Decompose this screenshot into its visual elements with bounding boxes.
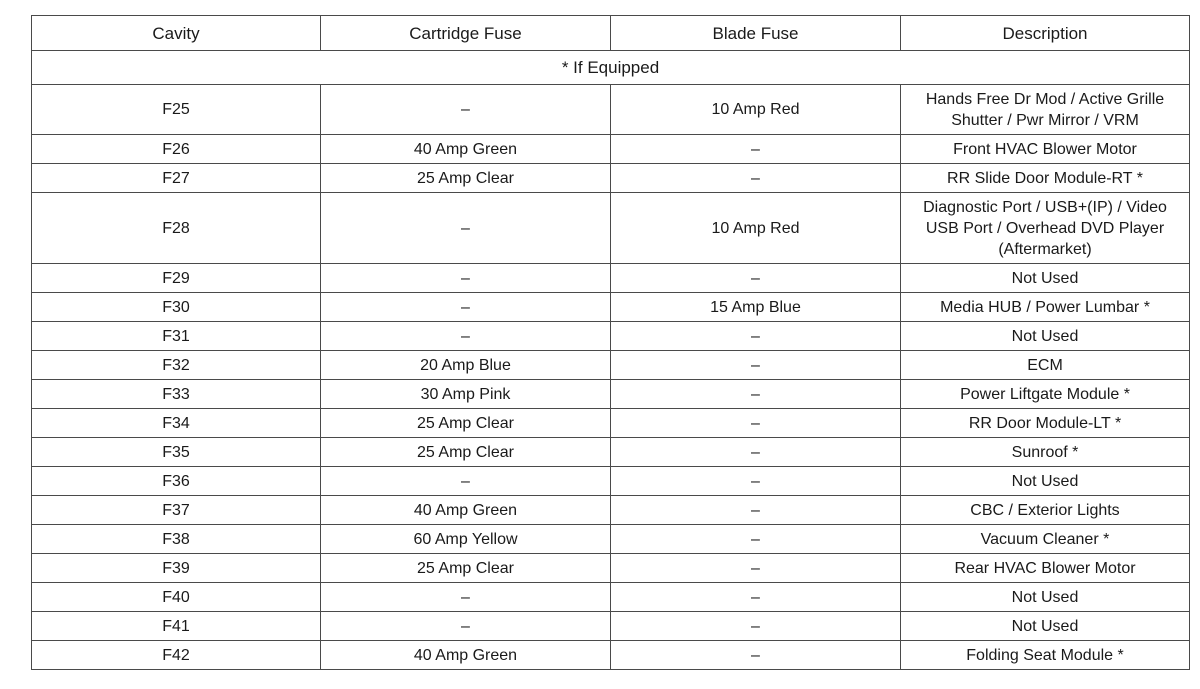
table-row [32,322,1190,351]
cell-blade-fuse: – [611,438,901,467]
table-row [32,135,1190,164]
cell-description: Not Used [901,322,1190,351]
table-row [32,583,1190,612]
cell-cavity: F31 [32,322,321,351]
cell-blade-fuse: – [611,496,901,525]
cell-cartridge-fuse: – [321,193,611,264]
cell-description: RR Slide Door Module-RT * [901,164,1190,193]
table-body [32,51,1190,670]
table-row [32,293,1190,322]
cell-cartridge-fuse: 25 Amp Clear [321,438,611,467]
table-row [32,164,1190,193]
table-row [32,85,1190,135]
cell-description: Hands Free Dr Mod / Active Grille Shutter / Pwr Mirror / VRM [901,85,1190,135]
cell-cavity: F37 [32,496,321,525]
cell-cartridge-fuse: 25 Amp Clear [321,554,611,583]
cell-blade-fuse: – [611,641,901,670]
cell-cartridge-fuse: 40 Amp Green [321,135,611,164]
cell-blade-fuse: 10 Amp Red [611,193,901,264]
cell-cavity: F40 [32,583,321,612]
cell-blade-fuse: – [611,135,901,164]
cell-cavity: F29 [32,264,321,293]
header-blade-fuse: Blade Fuse [611,16,901,51]
cell-blade-fuse: 15 Amp Blue [611,293,901,322]
cell-blade-fuse: – [611,467,901,496]
cell-blade-fuse: – [611,525,901,554]
cell-blade-fuse: – [611,264,901,293]
cell-cartridge-fuse: – [321,322,611,351]
header-cavity: Cavity [32,16,321,51]
cell-description: CBC / Exterior Lights [901,496,1190,525]
if-equipped-note: * If Equipped [32,51,1190,85]
cell-description: Not Used [901,264,1190,293]
cell-blade-fuse: – [611,380,901,409]
cell-description: Folding Seat Module * [901,641,1190,670]
cell-cavity: F38 [32,525,321,554]
cell-description: Media HUB / Power Lumbar * [901,293,1190,322]
table-row [32,409,1190,438]
header-cartridge-fuse: Cartridge Fuse [321,16,611,51]
cell-description: Sunroof * [901,438,1190,467]
cell-description: Not Used [901,467,1190,496]
cell-description: Front HVAC Blower Motor [901,135,1190,164]
cell-cartridge-fuse: 30 Amp Pink [321,380,611,409]
fuse-table [31,15,1190,670]
cell-description: RR Door Module-LT * [901,409,1190,438]
table-row [32,351,1190,380]
cell-cartridge-fuse: – [321,85,611,135]
cell-blade-fuse: – [611,409,901,438]
table-row [32,438,1190,467]
table-row [32,380,1190,409]
cell-cavity: F33 [32,380,321,409]
cell-cavity: F32 [32,351,321,380]
table-row [32,612,1190,641]
cell-cartridge-fuse: 20 Amp Blue [321,351,611,380]
table-row [32,554,1190,583]
cell-cartridge-fuse: – [321,467,611,496]
cell-cartridge-fuse: 25 Amp Clear [321,164,611,193]
table-row [32,264,1190,293]
cell-blade-fuse: 10 Amp Red [611,85,901,135]
table-header [32,16,1190,51]
cell-cavity: F27 [32,164,321,193]
cell-description: Rear HVAC Blower Motor [901,554,1190,583]
cell-blade-fuse: – [611,554,901,583]
cell-cavity: F35 [32,438,321,467]
note-row [32,51,1190,85]
cell-description: ECM [901,351,1190,380]
cell-description: Vacuum Cleaner * [901,525,1190,554]
cell-description: Not Used [901,583,1190,612]
cell-cartridge-fuse: 40 Amp Green [321,641,611,670]
cell-cavity: F41 [32,612,321,641]
header-row [32,16,1190,51]
table-row [32,525,1190,554]
cell-description: Diagnostic Port / USB+(IP) / Video USB Port / Overhead DVD Player (Aftermarket) [901,193,1190,264]
cell-cavity: F34 [32,409,321,438]
cell-cartridge-fuse: – [321,583,611,612]
cell-blade-fuse: – [611,351,901,380]
cell-cartridge-fuse: – [321,293,611,322]
cell-cartridge-fuse: 60 Amp Yellow [321,525,611,554]
cell-cavity: F28 [32,193,321,264]
table-row [32,641,1190,670]
cell-cartridge-fuse: – [321,264,611,293]
cell-cavity: F39 [32,554,321,583]
cell-cartridge-fuse: 25 Amp Clear [321,409,611,438]
table-row [32,467,1190,496]
table-row [32,496,1190,525]
cell-cartridge-fuse: 40 Amp Green [321,496,611,525]
cell-blade-fuse: – [611,322,901,351]
cell-cavity: F30 [32,293,321,322]
cell-blade-fuse: – [611,583,901,612]
cell-cartridge-fuse: – [321,612,611,641]
header-description: Description [901,16,1190,51]
cell-cavity: F36 [32,467,321,496]
cell-cavity: F26 [32,135,321,164]
cell-cavity: F25 [32,85,321,135]
cell-blade-fuse: – [611,612,901,641]
table-row [32,193,1190,264]
cell-description: Power Liftgate Module * [901,380,1190,409]
cell-description: Not Used [901,612,1190,641]
cell-blade-fuse: – [611,164,901,193]
cell-cavity: F42 [32,641,321,670]
